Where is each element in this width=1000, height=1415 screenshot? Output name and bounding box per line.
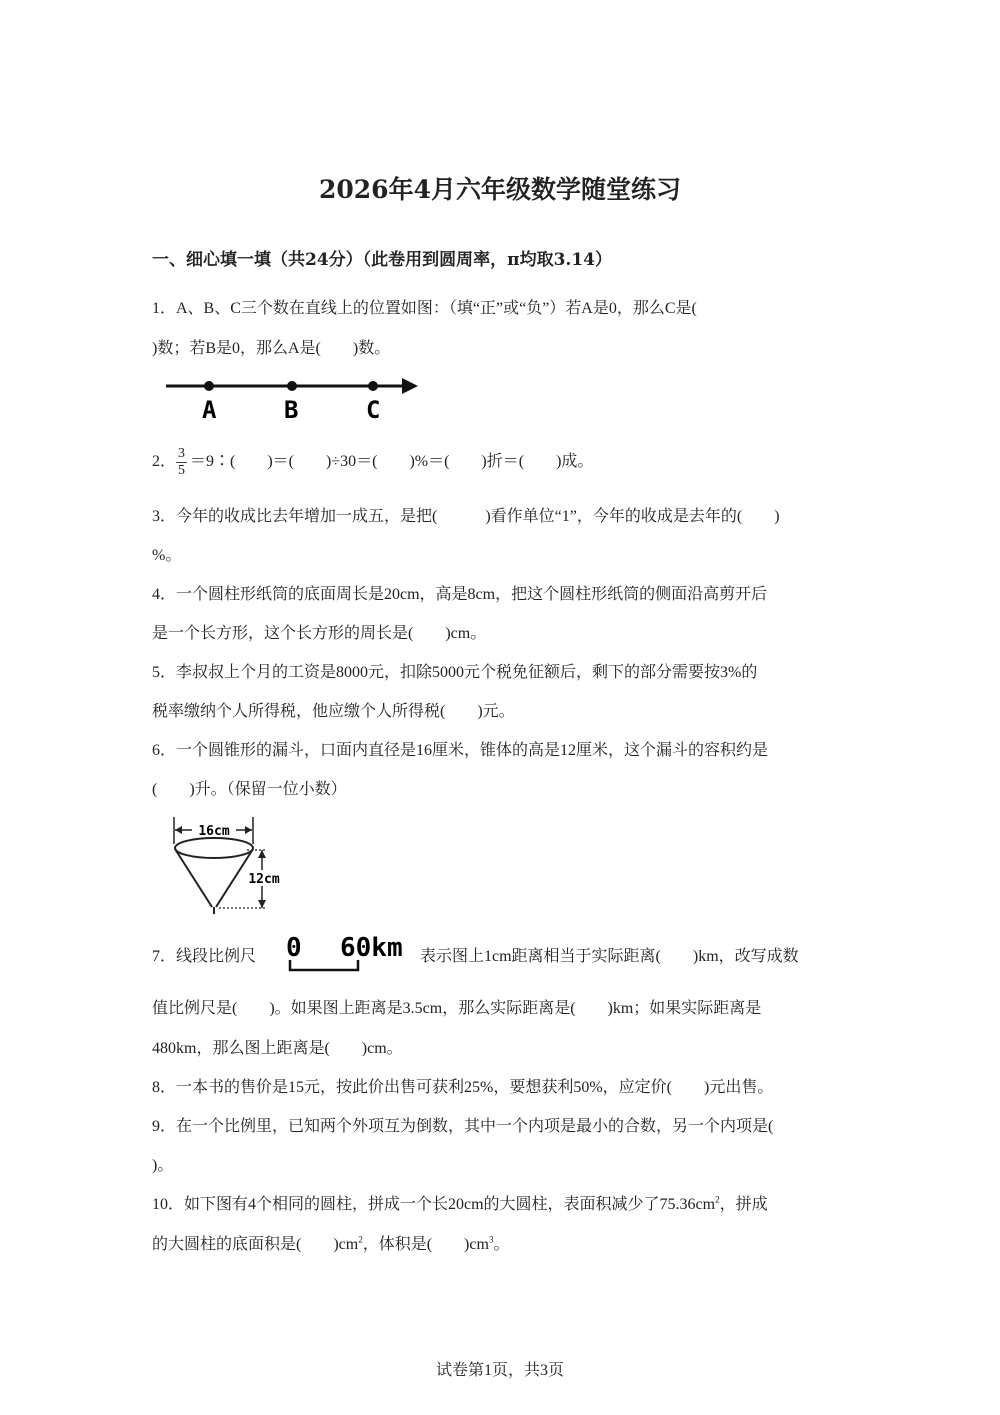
q10-text-d: ，体积是( )cm (362, 1236, 489, 1253)
question-1-line-2: )数；若B是0，那么A是( )数。 (152, 340, 391, 357)
fraction-numerator: 3 (178, 445, 186, 461)
question-5-line-1: 5．李叔叔上个月的工资是8000元，扣除5000元个税免征额后，剩下的部分需要按3%的 (152, 664, 758, 681)
scale-zero-label: 0 (286, 933, 302, 963)
q10-text-a: 10．如下图有4个相同的圆柱，拼成一个长20cm的大圆柱，表面积减少了75.36cm (152, 1196, 716, 1213)
question-2-line (152, 440, 593, 484)
point-b (287, 381, 297, 391)
diameter-label: 16cm (198, 824, 230, 839)
page-title: 2026年4月六年级数学随堂练习 (319, 175, 681, 204)
question-2-number: 2． (152, 453, 177, 470)
question-8-line-1: 8．一本书的售价是15元，按此价出售可获利25%，要想获利50%，应定价( )元出售。 (152, 1079, 774, 1096)
height-label: 12cm (248, 872, 280, 887)
q10-sup-a: 2 (715, 1194, 720, 1205)
label-c: C (366, 396, 381, 424)
fraction-three-fifths (176, 446, 187, 479)
cone-funnel-figure (165, 812, 295, 917)
question-3-line-1: 3．今年的收成比去年增加一成五，是把( )看作单位“1”，今年的收成是去年的( ) (152, 508, 780, 525)
question-10-line-2 (152, 1234, 509, 1256)
question-3-line-2: %。 (152, 547, 182, 564)
question-6-line-1: 6．一个圆锥形的漏斗，口面内直径是16厘米，锥体的高是12厘米，这个漏斗的容积约是 (152, 742, 769, 759)
cone-rim (175, 838, 253, 858)
question-7-line-2: 值比例尺是( )。如果图上距离是3.5cm，那么实际距离是( )km；如果实际距离是 (152, 1000, 762, 1017)
scale-bar-figure (282, 928, 412, 974)
question-2-text: ＝9∶( )＝( )÷30＝( )%＝( )折＝( )成。 (190, 453, 594, 470)
question-7-prefix: 7．线段比例尺 (152, 948, 257, 965)
question-7-line-1: 表示图上1cm距离相当于实际距离( )km，改写成数 (420, 948, 799, 965)
question-6-line-2: ( )升。（保留一位小数） (152, 781, 347, 798)
q10-text-e: 。 (493, 1236, 510, 1253)
point-c (368, 381, 378, 391)
q10-text-b: ，拼成 (719, 1196, 768, 1213)
fraction-denominator: 5 (178, 462, 186, 478)
scale-end-label: 60km (340, 933, 403, 963)
number-line-arrow-icon (402, 378, 418, 394)
page-footer: 试卷第1页，共3页 (435, 1362, 564, 1379)
question-10-line-1 (152, 1194, 768, 1216)
section-heading: 一、细心填一填（共24分）（此卷用到圆周率，π均取3.14） (152, 250, 613, 270)
q10-text-c: 的大圆柱的底面积是( )cm (152, 1236, 359, 1253)
question-1-line-1: 1．A、B、C三个数在直线上的位置如图：（填“正”或“负”）若A是0，那么C是( (152, 300, 697, 317)
question-4-line-2: 是一个长方形，这个长方形的周长是( )cm。 (152, 625, 487, 642)
question-7-line-3: 480km，那么图上距离是( )cm。 (152, 1040, 403, 1057)
point-a (204, 381, 214, 391)
question-9-line-1: 9．在一个比例里，已知两个外项互为倒数，其中一个内项是最小的合数，另一个内项是( (152, 1118, 774, 1135)
label-a: A (202, 396, 217, 424)
q10-sup-b: 2 (358, 1234, 363, 1245)
question-5-line-2: 税率缴纳个人所得税，他应缴个人所得税( )元。 (152, 703, 515, 720)
q10-sup-c: 3 (488, 1234, 494, 1245)
number-line-figure (162, 370, 422, 426)
question-4-line-1: 4．一个圆柱形纸筒的底面周长是20cm，高是8cm，把这个圆柱形纸筒的侧面沿高剪开后 (152, 586, 768, 603)
label-b: B (284, 396, 299, 424)
question-9-line-2: )。 (152, 1157, 174, 1174)
